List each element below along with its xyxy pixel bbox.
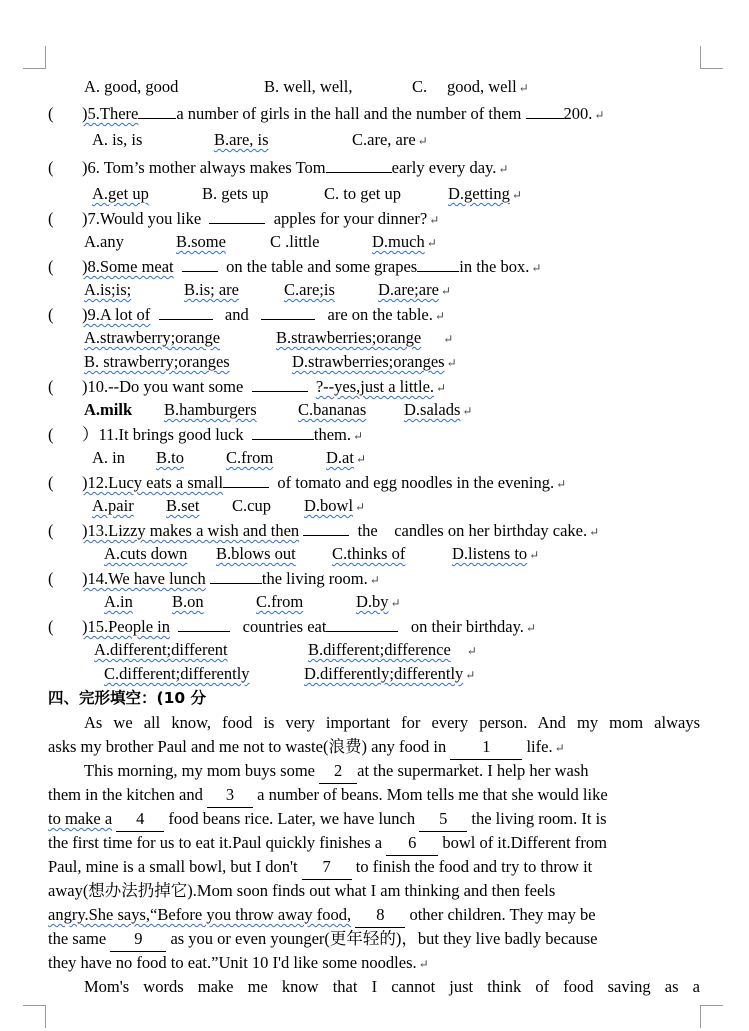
passage-text: food beans rice. Later, we have lunch	[168, 809, 416, 828]
question-5	[48, 103, 604, 125]
question-7	[48, 208, 439, 230]
passage-line-1	[48, 711, 700, 735]
option-d: D.at	[326, 448, 354, 467]
answer-blank	[223, 472, 269, 488]
answer-paren: (	[48, 617, 54, 636]
return-mark: ↵	[498, 162, 509, 176]
return-mark: ↵	[511, 188, 522, 202]
option-d: D.are;are	[378, 280, 439, 299]
q12-options	[92, 496, 365, 517]
option-b: B.is; are	[184, 280, 239, 299]
passage-text: Mom's words make me know that I cannot just think of food saving as a	[84, 977, 700, 996]
passage-text: them in the kitchen and	[48, 785, 203, 804]
passage-text: they have no food to eat.”Unit 10 I'd like some noodles.	[48, 953, 417, 972]
q15-options-row-2	[104, 664, 475, 685]
option-b: B.hamburgers	[164, 400, 257, 419]
question-text: them.	[313, 425, 351, 444]
passage-text: This morning, my mom buys some	[84, 761, 315, 780]
question-15	[48, 616, 536, 638]
option-b: B.on	[172, 592, 204, 611]
answer-blank	[326, 616, 398, 632]
option-d: good, well	[447, 77, 517, 96]
return-mark: ↵	[417, 134, 428, 148]
answer-paren: (	[48, 377, 54, 396]
return-mark: ↵	[589, 525, 600, 539]
option-c: C.different;differently	[104, 664, 250, 683]
return-mark: ↵	[554, 741, 565, 755]
question-text: )13.Lizzy makes a wish and then	[82, 521, 300, 540]
option-b: B.are, is	[214, 130, 269, 149]
q14-options	[104, 592, 401, 613]
answer-paren: (	[48, 104, 54, 123]
passage-text: at the supermarket. I help her wash	[357, 761, 589, 780]
section-heading: 四、完形填空：(10 分	[48, 689, 207, 707]
passage-line-8	[48, 879, 700, 903]
passage-line-12	[48, 975, 700, 999]
passage-line-10	[48, 927, 700, 952]
passage-line-2	[48, 735, 700, 760]
answer-blank	[417, 256, 459, 272]
return-mark: ↵	[465, 668, 476, 682]
cloze-blank-2: 2	[319, 759, 357, 784]
option-b: B.strawberries;orange	[276, 328, 422, 347]
passage-line-7	[48, 855, 700, 880]
option-c: C.bananas	[298, 400, 367, 419]
option-c: B. strawberry;oranges	[84, 352, 230, 371]
question-text: )15.People in	[82, 617, 170, 636]
return-mark: ↵	[426, 236, 437, 250]
question-11	[48, 424, 363, 446]
return-mark: ↵	[353, 429, 364, 443]
return-mark: ↵	[390, 596, 401, 610]
passage-text: a number of beans. Mom tells me that she would like	[257, 785, 608, 804]
option-c: C.are;is	[284, 280, 335, 299]
answer-blank	[252, 376, 308, 392]
option-d: D.strawberries;oranges	[292, 352, 445, 371]
question-text: in the box.	[459, 257, 530, 276]
crop-mark-bottom-right	[700, 1005, 723, 1028]
question-text: and	[224, 305, 249, 324]
question-text: )10.--Do you want some	[82, 377, 244, 396]
option-a: A.is;is;	[84, 280, 132, 299]
crop-mark-top-left	[23, 46, 46, 69]
option-d: D.by	[356, 592, 389, 611]
question-text: )7.Would you like	[82, 209, 202, 228]
option-b: B.some	[176, 232, 226, 251]
answer-blank	[178, 616, 230, 632]
option-b: B.set	[166, 496, 200, 515]
passage-text: angry.She says,“Before you throw away food,	[48, 905, 352, 924]
cloze-blank-6: 6	[386, 831, 438, 856]
cloze-blank-3: 3	[207, 783, 253, 808]
answer-paren: (	[48, 158, 54, 177]
passage-line-3	[84, 759, 700, 784]
q13-options	[104, 544, 539, 565]
passage-text: bowl of it.Different from	[442, 833, 607, 852]
option-c: C.from	[226, 448, 274, 467]
question-text: 200.	[563, 104, 593, 123]
passage-text: to make a	[48, 809, 113, 828]
cloze-blank-9: 9	[110, 927, 166, 952]
answer-paren: (	[48, 209, 54, 228]
passage-text: as you or even younger(更年轻的)，but they live badly because	[170, 929, 598, 948]
question-text: on their birthday.	[410, 617, 524, 636]
q4-options	[84, 77, 529, 98]
return-mark: ↵	[429, 213, 440, 227]
cloze-blank-5: 5	[419, 807, 467, 832]
option-d: D.salads	[404, 400, 461, 419]
passage-text: As we all know, food is very important for every person. And my mom always	[84, 713, 700, 732]
passage-text: life.	[526, 737, 553, 756]
q5-options	[92, 130, 428, 151]
answer-blank	[210, 568, 262, 584]
question-8	[48, 256, 541, 278]
question-13	[48, 520, 599, 542]
q10-options	[84, 400, 472, 421]
q9-options-row-2	[84, 352, 457, 373]
passage-line-9	[48, 903, 700, 928]
cloze-blank-8: 8	[355, 903, 405, 928]
option-b: B.blows out	[216, 544, 296, 563]
passage-text: away(想办法扔掉它).Mom soon finds out what I am thinking and then feels	[48, 881, 556, 900]
passage-line-11	[48, 951, 700, 976]
return-mark: ↵	[462, 404, 473, 418]
passage-text: the living room. It is	[471, 809, 607, 828]
answer-blank	[159, 304, 213, 320]
return-mark: ↵	[525, 621, 536, 635]
option-d: D.bowl	[304, 496, 354, 515]
q11-options	[92, 448, 366, 469]
question-text: )14.We have lunch	[82, 569, 206, 588]
question-text: )9.A lot of	[82, 305, 151, 324]
option-a: A.in	[104, 592, 133, 611]
crop-mark-top-right	[700, 46, 723, 69]
question-text: )5.There	[82, 104, 139, 123]
return-mark: ↵	[355, 500, 366, 514]
option-b: B.to	[156, 448, 184, 467]
answer-blank	[252, 424, 314, 440]
answer-paren: (	[48, 257, 54, 276]
question-text: ）11.It brings good luck	[82, 425, 244, 444]
cloze-blank-1: 1	[450, 735, 522, 760]
question-text: apples for your dinner?	[273, 209, 428, 228]
question-text: countries eat	[242, 617, 327, 636]
option-a: A. good, good	[84, 77, 179, 96]
q6-options	[92, 184, 522, 205]
option-a: A.strawberry;orange	[84, 328, 221, 347]
question-text: of tomato and egg noodles in the evening.	[277, 473, 555, 492]
return-mark: ↵	[369, 573, 380, 587]
return-mark: ↵	[418, 957, 429, 971]
option-d: D.much	[372, 232, 425, 251]
question-text: the	[357, 521, 378, 540]
return-mark: ↵	[529, 548, 540, 562]
option-c: C.from	[256, 592, 304, 611]
answer-blank	[261, 304, 315, 320]
option-c: C.cup	[232, 496, 271, 515]
answer-paren: (	[48, 473, 54, 492]
answer-blank	[526, 103, 564, 119]
return-mark: ↵	[436, 381, 447, 395]
answer-blank	[303, 520, 349, 536]
question-text: the living room.	[261, 569, 368, 588]
question-9	[48, 304, 445, 326]
return-mark: ↵	[594, 108, 605, 122]
return-mark: ↵	[466, 644, 477, 658]
question-text: candles on her birthday cake.	[394, 521, 588, 540]
option-a: A.different;different	[94, 640, 228, 659]
question-12	[48, 472, 566, 494]
answer-paren: (	[48, 305, 54, 324]
question-text: early every day.	[391, 158, 497, 177]
option-b: B. gets up	[202, 184, 269, 203]
option-a: A.any	[84, 232, 124, 251]
q9-options-row-1	[84, 328, 453, 349]
answer-blank	[326, 157, 392, 173]
return-mark: ↵	[355, 452, 367, 466]
q8-options	[84, 280, 451, 301]
question-14	[48, 568, 380, 590]
answer-blank	[209, 208, 265, 224]
question-10	[48, 376, 446, 398]
question-text: ?--yes,just a little.	[315, 377, 435, 396]
option-b: B.different;difference	[308, 640, 451, 659]
return-mark: ↵	[440, 284, 451, 298]
passage-text: Paul, mine is a small bowl, but I don't	[48, 857, 298, 876]
option-c: C.are, are	[352, 130, 416, 149]
passage-text: other children. They may be	[409, 905, 596, 924]
question-text: a number of girls in the hall and the number of them	[176, 104, 522, 123]
option-c: C.thinks of	[332, 544, 406, 563]
return-mark: ↵	[518, 81, 529, 95]
question-text: )12.Lucy eats a small	[82, 473, 224, 492]
passage-text: asks my brother Paul and me not to waste(浪费) any food in	[48, 737, 447, 756]
q15-options-row-1	[94, 640, 477, 661]
passage-line-6	[48, 831, 700, 856]
option-a: A.milk	[84, 400, 133, 419]
question-text: on the table and some grapes	[226, 257, 418, 276]
question-6	[48, 157, 508, 179]
passage-text: the same	[48, 929, 107, 948]
answer-blank	[138, 103, 176, 119]
option-a: A.pair	[92, 496, 134, 515]
option-a: A.get up	[92, 184, 149, 203]
cloze-blank-4: 4	[116, 807, 164, 832]
return-mark: ↵	[443, 332, 454, 346]
option-a: A.cuts down	[104, 544, 188, 563]
option-c: C.	[412, 77, 428, 96]
q7-options	[84, 232, 437, 253]
return-mark: ↵	[556, 477, 567, 491]
option-d: D.differently;differently	[304, 664, 464, 683]
option-c: C. to get up	[324, 184, 401, 203]
question-text: are on the table.	[327, 305, 433, 324]
passage-text: the first time for us to eat it.Paul quickly finishes a	[48, 833, 383, 852]
cloze-blank-7: 7	[302, 855, 352, 880]
answer-paren: (	[48, 569, 54, 588]
option-d: D.listens to	[452, 544, 528, 563]
answer-blank	[182, 256, 218, 272]
option-d: D.getting	[448, 184, 510, 203]
passage-text: to finish the food and try to throw it	[355, 857, 593, 876]
passage-line-4	[48, 783, 700, 808]
answer-paren: (	[48, 521, 54, 540]
return-mark: ↵	[531, 261, 542, 275]
return-mark: ↵	[446, 356, 457, 370]
question-text: )8.Some meat	[82, 257, 174, 276]
option-a: A. in	[92, 448, 125, 467]
question-text: )6. Tom’s mother always makes Tom	[82, 158, 326, 177]
passage-line-5	[48, 807, 700, 832]
option-a: A. is, is	[92, 130, 143, 149]
answer-paren: (	[48, 425, 54, 444]
crop-mark-bottom-left	[23, 1005, 46, 1028]
option-c: C .little	[270, 232, 320, 251]
option-b: B. well, well,	[264, 77, 353, 96]
return-mark: ↵	[434, 309, 445, 323]
